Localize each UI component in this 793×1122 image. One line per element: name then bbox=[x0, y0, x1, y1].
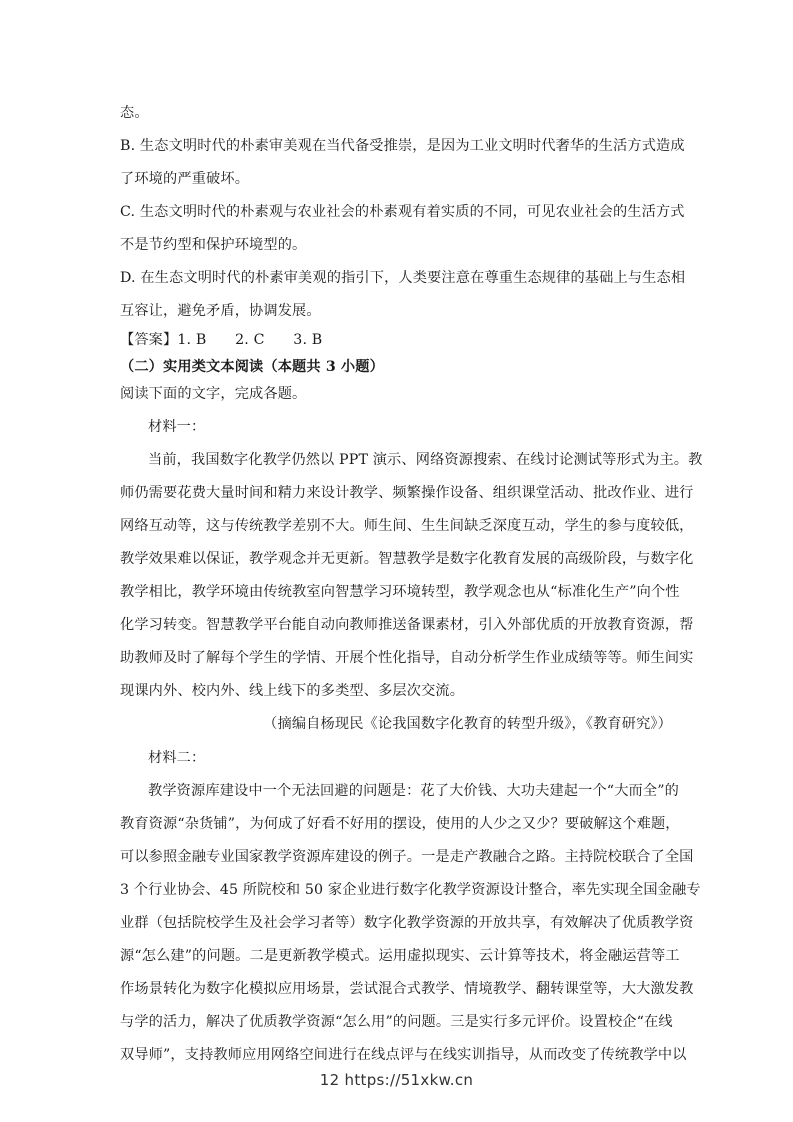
paragraph-line: 助教师及时了解每个学生的学情、开展个性化指导，自动分析学生作业成绩等等。师生间实 bbox=[120, 650, 694, 666]
option-d-line: D. 在生态文明时代的朴素审美观的指引下，人类要注意在尊重生态规律的基础上与生态相 bbox=[120, 270, 686, 286]
paragraph-line: 网络互动等，这与传统教学差别不大。师生间、生生间缺乏深度互动，学生的参与度较低， bbox=[120, 518, 694, 534]
paragraph-line: 与学的活力，解决了优质教学资源“怎么用”的问题。三是实行多元评价。设置校企“在线 bbox=[120, 1014, 673, 1030]
section-heading: （二）实用类文本阅读（本题共 3 小题） bbox=[120, 359, 384, 375]
paragraph-line: 教学资源库建设中一个无法回避的问题是：花了大价钱、大功夫建起一个“大而全”的 bbox=[148, 783, 679, 799]
paragraph-line: 教学效果难以保证，教学观念并无更新。智慧教学是数字化教育发展的高级阶段，与数字化 bbox=[120, 551, 694, 567]
paragraph-line: 化学习转变。智慧教学平台能自动向教师推送备课素材，引入外部优质的开放教育资源，帮 bbox=[120, 617, 694, 633]
paragraph-line: 业群（包括院校学生及社会学习者等）数字化教学资源的开放共享，有效解决了优质教学资 bbox=[120, 915, 694, 931]
text-line: 不是节约型和保护环境型的。 bbox=[120, 237, 307, 253]
paragraph-line: 3 个行业协会、45 所院校和 50 家企业进行数字化教学资源设计整合，率先实现全国金融专 bbox=[120, 882, 701, 898]
paragraph-line: 师仍需要花费大量时间和精力来设计教学、频繁操作设备、组织课堂活动、批改作业、进行 bbox=[120, 485, 694, 501]
paragraph-line: 现课内外、校内外、线上线下的多类型、多层次交流。 bbox=[120, 683, 465, 699]
material-two-label: 材料二： bbox=[148, 750, 206, 766]
material-one-label: 材料一： bbox=[148, 419, 206, 435]
paragraph-line: 作场景转化为数字化模拟应用场景，尝试混合式教学、情境教学、翻转课堂等，大大激发教 bbox=[120, 981, 694, 997]
paragraph-line: 源“怎么建”的问题。二是更新教学模式。运用虚拟现实、云计算等技术，将金融运营等工 bbox=[120, 948, 680, 964]
paragraph-line: 教学相比，教学环境由传统教室向智慧学习环境转型，教学观念也从“标准化生产”向个性 bbox=[120, 584, 680, 600]
text-line: 了环境的严重破坏。 bbox=[120, 171, 250, 187]
paragraph-line: 双导师”，支持教师应用网络空间进行在线点评与在线实训指导，从而改变了传统教学中以 bbox=[120, 1047, 687, 1063]
text-line: 态。 bbox=[120, 105, 149, 121]
option-c-line: C. 生态文明时代的朴素观与农业社会的朴素观有着实质的不同，可见农业社会的生活方式 bbox=[120, 204, 685, 220]
paragraph-line: 可以参照金融专业国家教学资源库建设的例子。一是走产教融合之路。主持院校联合了全国 bbox=[120, 849, 694, 865]
source-citation: （摘编自杨现民《论我国数字化教育的转型升级》，《教育研究》） bbox=[263, 716, 672, 732]
instruction-line: 阅读下面的文字，完成各题。 bbox=[120, 386, 307, 402]
paragraph-line: 教育资源“杂货铺”，为何成了好看不好用的摆设，使用的人少之又少？要破解这个难题， bbox=[120, 816, 680, 832]
answer-line: 【答案】1. B 2. C 3. B bbox=[120, 332, 323, 348]
option-b-line: B. 生态文明时代的朴素审美观在当代备受推崇，是因为工业文明时代奢华的生活方式造成 bbox=[120, 138, 685, 154]
page-footer: 12 https://51xkw.cn bbox=[319, 1071, 474, 1089]
paragraph-line: 当前，我国数字化教学仍然以 PPT 演示、网络资源搜索、在线讨论测试等形式为主。教 bbox=[148, 452, 703, 468]
text-line: 互容让，避免矛盾，协调发展。 bbox=[120, 303, 321, 319]
